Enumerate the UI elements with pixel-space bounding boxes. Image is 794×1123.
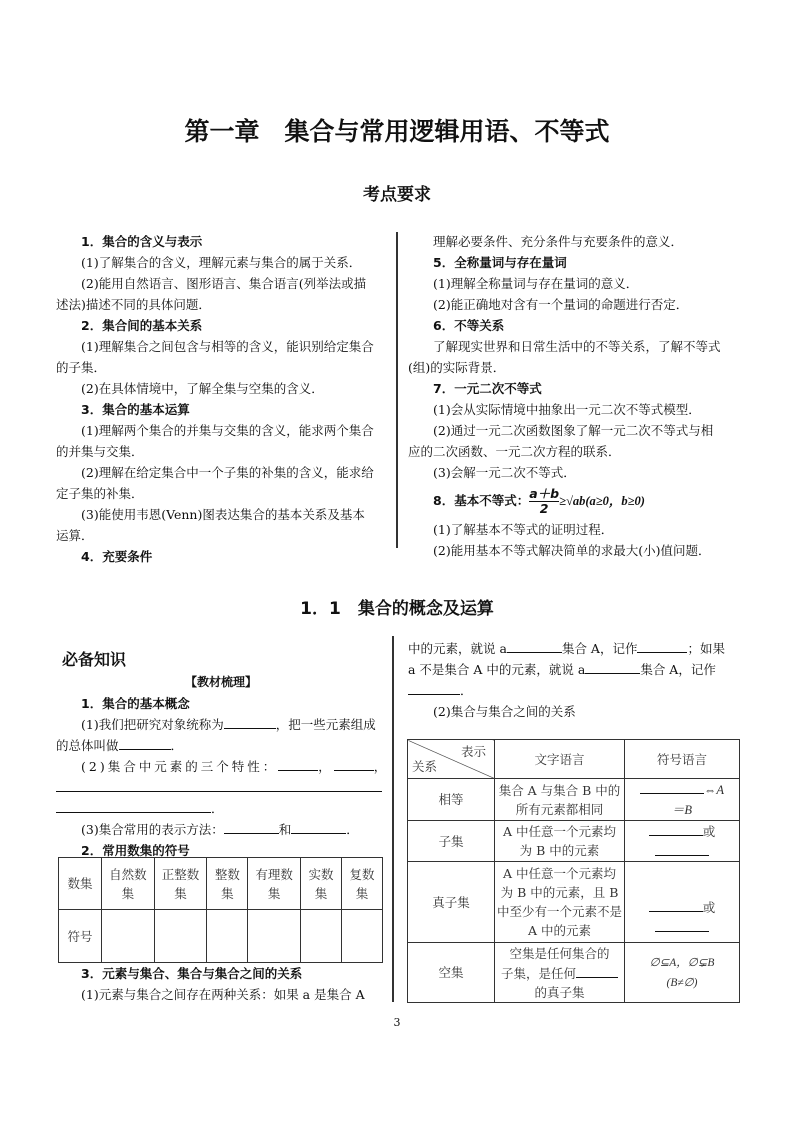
- text-line: (1)会从实际情境中抽象出一元二次不等式模型．: [433, 402, 701, 417]
- knowledge-right-column: [408, 638, 743, 722]
- text-line: (2)能正确地对含有一个量词的命题进行否定．: [433, 297, 689, 312]
- text: ⇔A: [703, 783, 725, 797]
- table-row: [408, 943, 740, 1003]
- relation-text: 集合 A 与集合 B 中的所有元素都相同: [495, 779, 625, 821]
- text: a 不是集合 A 中的元素，就说 a: [408, 662, 586, 677]
- column-divider: [396, 232, 398, 548]
- table-row-label: 符号: [59, 910, 102, 963]
- blank[interactable]: [224, 819, 279, 834]
- blank[interactable]: [585, 659, 640, 674]
- column-divider: [392, 636, 394, 1002]
- text-line: (2)在具体情境中，了解全集与空集的含义．: [81, 381, 324, 396]
- heading: 7．一元二次不等式: [433, 381, 542, 396]
- relation-text: A 中任意一个元素均为 B 中的元素: [495, 821, 625, 862]
- number-sets-table: [58, 857, 383, 963]
- text: ＝B: [671, 803, 693, 817]
- table-header: 自然数集: [102, 858, 155, 910]
- text: 的总体叫做: [56, 738, 119, 753]
- heading: 4．充要条件: [81, 549, 153, 564]
- table-header: 数集: [59, 858, 102, 910]
- text-line: [56, 819, 386, 840]
- table-row: [408, 862, 740, 943]
- table-row: [408, 821, 740, 862]
- text-line: (1)了解基本不等式的证明过程．: [433, 522, 614, 537]
- table-header: 符号语言: [625, 740, 740, 779]
- text-line: (2)能用自然语言、图形语言、集合语言(列举法或描: [81, 276, 367, 291]
- table-header: 文字语言: [495, 740, 625, 779]
- corner-top-label: 表示: [460, 744, 486, 759]
- heading: 3．集合的基本运算: [81, 402, 190, 417]
- knowledge-heading: 必备知识: [62, 650, 127, 669]
- relation-text: A 中任意一个元素均为 B 中的元素，且 B 中至少有一个元素不是 A 中的元素: [495, 862, 625, 943]
- heading: 3．元素与集合、集合与集合之间的关系: [81, 966, 303, 981]
- text-line: [56, 735, 386, 756]
- blank[interactable]: [640, 779, 704, 794]
- text: ；如果: [687, 641, 725, 656]
- text: (1)我们把研究对象统称为: [81, 717, 224, 732]
- relation-symbol: [625, 779, 740, 821]
- table-cell[interactable]: [248, 910, 301, 963]
- text: 集合 A，记作: [561, 641, 638, 656]
- blank[interactable]: [334, 756, 374, 771]
- knowledge-left-bottom: [56, 963, 386, 1005]
- text: ，把一些元素组成: [275, 717, 376, 732]
- heading-inequality: [408, 483, 743, 519]
- table-row: [408, 779, 740, 821]
- text-line: [56, 756, 390, 777]
- table-cell[interactable]: [342, 910, 383, 963]
- relation-name: 空集: [408, 943, 495, 1003]
- text-line: (组)的实际背景．: [408, 360, 506, 375]
- text-line: 运算．: [56, 528, 94, 543]
- relation-text: [495, 943, 625, 1003]
- table-header: 有理数集: [248, 858, 301, 910]
- requirements-left-column: [56, 231, 386, 567]
- table-cell[interactable]: [154, 910, 207, 963]
- blank[interactable]: [119, 735, 171, 750]
- text-line: 的子集．: [56, 360, 107, 375]
- requirements-right-column: [408, 231, 743, 561]
- heading-text: 8．基本不等式：: [433, 493, 530, 508]
- text: 的真子集: [534, 984, 585, 1000]
- page-number: 3: [393, 1016, 401, 1029]
- fraction: [529, 487, 559, 516]
- text: ．: [346, 822, 359, 837]
- section-title: 1．1 集合的概念及运算: [300, 599, 494, 619]
- table-header: 正整数集: [154, 858, 207, 910]
- text: 或: [702, 824, 716, 839]
- blank[interactable]: [655, 841, 709, 856]
- formula-rest: ≥√ab(a≥0，b≥0): [559, 494, 645, 508]
- text: ，: [373, 759, 390, 774]
- text: (B≠∅): [666, 976, 698, 989]
- text-line: [408, 638, 743, 659]
- text: (3)集合常用的表示方法：: [81, 822, 224, 837]
- relation-symbol: [625, 862, 740, 943]
- table-cell[interactable]: [207, 910, 248, 963]
- text-line: [56, 798, 386, 819]
- relation-symbol: [625, 821, 740, 862]
- table-header: 实数集: [301, 858, 342, 910]
- text-line: 了解现实世界和日常生活中的不等关系，了解不等式: [433, 339, 721, 354]
- text-line: [408, 680, 743, 701]
- text-line: (2)能用基本不等式解决简单的求最大(小)值问题．: [433, 543, 711, 558]
- numerator: a＋b: [529, 486, 560, 501]
- text: ，: [318, 759, 334, 774]
- text: 中的元素，就说 a: [408, 641, 507, 656]
- text: ∅⊆A，∅⊊B: [649, 956, 715, 969]
- relation-symbol: [625, 943, 740, 1003]
- text-line: (1)理解集合之间包含与相等的含义，能识别给定集合: [81, 339, 374, 354]
- heading: 2．集合间的基本关系: [81, 318, 203, 333]
- blank[interactable]: [649, 821, 703, 836]
- text-line: 的并集与交集．: [56, 444, 144, 459]
- text-line: (2)理解在给定集合中一个子集的补集的含义，能求给: [81, 465, 374, 480]
- blank[interactable]: [408, 680, 460, 695]
- text-line: [408, 659, 743, 680]
- heading: 1．集合的含义与表示: [81, 234, 203, 249]
- text-line: (1)了解集合的含义，理解元素与集合的属于关系．: [81, 255, 362, 270]
- blank[interactable]: [278, 756, 318, 771]
- corner-header: [408, 740, 495, 779]
- text-line: (1)理解两个集合的并集与交集的含义，能求两个集合: [81, 423, 374, 438]
- text-line: (1)理解全称量词与存在量词的意义．: [433, 276, 639, 291]
- corner-bottom-label: 关系: [412, 759, 438, 774]
- text-line: [56, 777, 386, 798]
- text: ．: [211, 801, 224, 816]
- heading: 2．常用数集的符号: [81, 843, 190, 858]
- text-line: 理解必要条件、充分条件与充要条件的意义．: [433, 234, 684, 249]
- blank[interactable]: [507, 638, 562, 653]
- text-line: [56, 714, 386, 735]
- blank[interactable]: [224, 714, 276, 729]
- heading: 5．全称量词与存在量词: [433, 255, 567, 270]
- text: 集合 A，记作: [640, 662, 716, 677]
- text: 空集是任何集合的: [509, 945, 610, 961]
- text: (2)集合中元素的三个特性：: [81, 759, 279, 774]
- text: 或: [702, 900, 716, 915]
- blank[interactable]: [655, 917, 709, 932]
- blank[interactable]: [637, 638, 687, 653]
- text-line: (3)能使用韦恩(Venn)图表达集合的基本关系及基本: [81, 507, 365, 522]
- text-line: 定子集的补集．: [56, 486, 144, 501]
- subheading: 【教材梳理】: [184, 675, 257, 689]
- text-line: 应的二次函数、一元二次方程的联系．: [408, 444, 621, 459]
- text: 子集，是任何: [500, 965, 576, 981]
- blank[interactable]: [649, 897, 703, 912]
- table-cell[interactable]: [301, 910, 342, 963]
- text: ．: [460, 683, 473, 698]
- denominator: 2: [539, 501, 549, 516]
- text: 和: [278, 822, 292, 837]
- set-relations-table: [407, 739, 740, 1003]
- table-cell[interactable]: [102, 910, 155, 963]
- blank[interactable]: [56, 798, 211, 813]
- text-line: (1)元素与集合之间存在两种关系：如果 a 是集合 A: [81, 987, 365, 1002]
- table-header: 复数集: [342, 858, 383, 910]
- text-line: (3)会解一元二次不等式．: [433, 465, 576, 480]
- heading: 1．集合的基本概念: [81, 696, 190, 711]
- text: ．: [170, 738, 184, 753]
- text-line: 述法)描述不同的具体问题．: [56, 297, 211, 312]
- table-header: 整数集: [207, 858, 248, 910]
- blank[interactable]: [576, 963, 618, 978]
- blank[interactable]: [291, 819, 346, 834]
- knowledge-left-column: [56, 648, 390, 861]
- heading: 6．不等关系: [433, 318, 505, 333]
- text-line: (2)通过一元二次函数图象了解一元二次不等式与相: [433, 423, 714, 438]
- text-line: (2)集合与集合之间的关系: [433, 704, 576, 719]
- relation-name: 相等: [408, 779, 495, 821]
- chapter-title: 第一章 集合与常用逻辑用语、不等式: [184, 117, 610, 146]
- relation-name: 真子集: [408, 862, 495, 943]
- blank[interactable]: [56, 777, 382, 792]
- relation-name: 子集: [408, 821, 495, 862]
- requirements-title: 考点要求: [363, 185, 431, 205]
